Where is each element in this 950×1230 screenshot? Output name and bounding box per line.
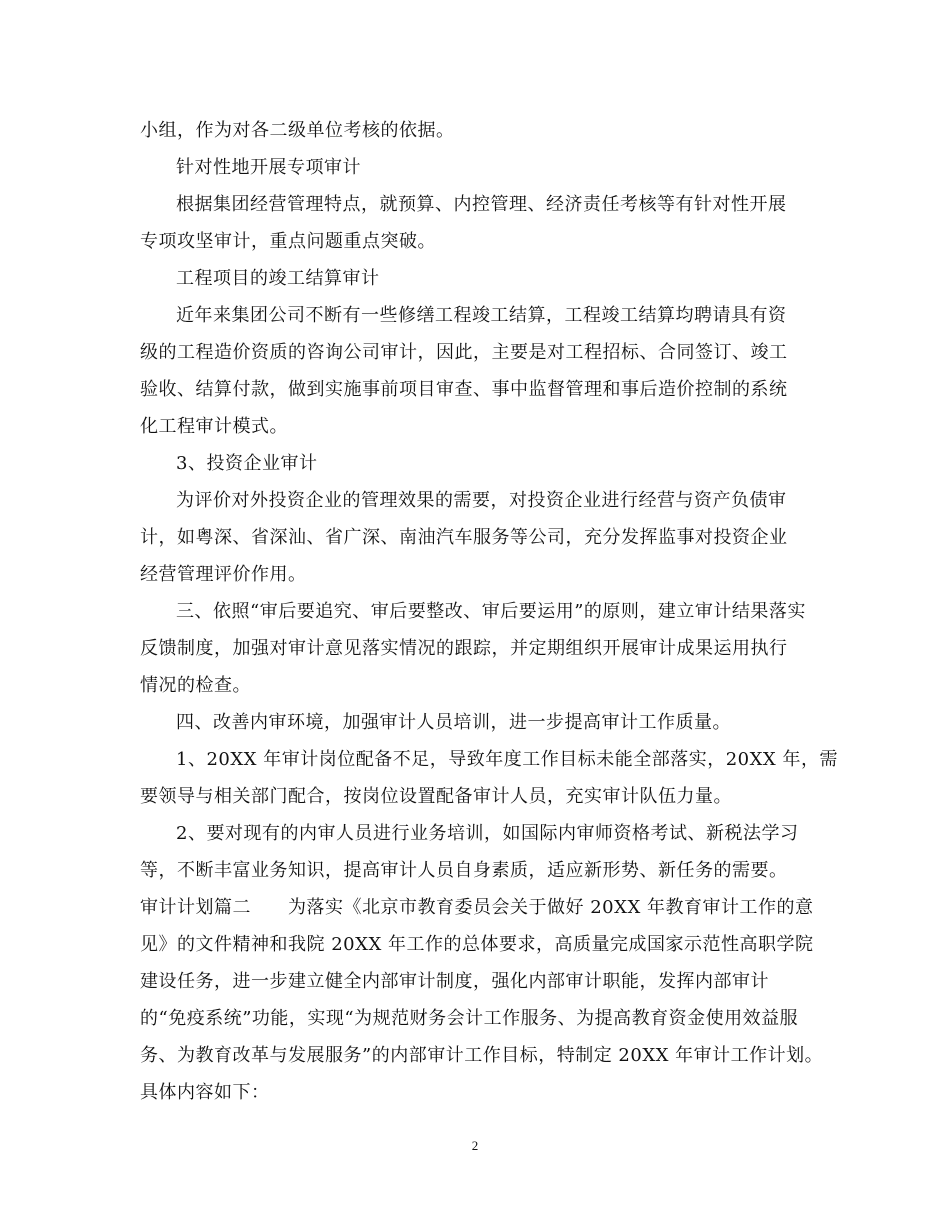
section-heading: 3、投资企业审计 <box>176 453 318 474</box>
text-line: 等，不断丰富业务知识，提高审计人员自身素质，适应新形势、新任务的需要。 <box>140 860 788 881</box>
section-heading: 针对性地开展专项审计 <box>176 157 361 178</box>
text-line: 2、要对现有的内审人员进行业务培训，如国际内审师资格考试、新税法学习 <box>176 823 799 844</box>
text-line: 情况的检查。 <box>140 675 251 696</box>
text-line: 三、依照“审后要追究、审后要整改、审后要运用”的原则，建立审计结果落实 <box>176 601 806 622</box>
text-line: 的“免疫系统”功能，实现“为规范财务会计工作服务、为提高教育资金使用效益服 <box>140 1008 799 1029</box>
text-line: 化工程审计模式。 <box>140 416 288 437</box>
text-line: 具体内容如下： <box>140 1082 270 1103</box>
text-line: 务、为教育改革与发展服务”的内部审计工作目标，特制定 20XX 年审计工作计划。 <box>140 1045 824 1066</box>
section-heading: 工程项目的竣工结算审计 <box>176 268 380 289</box>
text-line: 计，如粤深、省深汕、省广深、南油汽车服务等公司，充分发挥监事对投资企业 <box>140 527 788 548</box>
text-line: 专项攻坚审计，重点问题重点突破。 <box>140 231 436 252</box>
text-line: 反馈制度，加强对审计意见落实情况的跟踪，并定期组织开展审计成果运用执行 <box>140 638 788 659</box>
text-line: 小组，作为对各二级单位考核的依据。 <box>140 120 455 141</box>
text-line: 为评价对外投资企业的管理效果的需要，对投资企业进行经营与资产负债审 <box>176 490 787 511</box>
text-line: 验收、结算付款，做到实施事前项目审查、事中监督管理和事后造价控制的系统 <box>140 379 788 400</box>
text-line: 1、20XX 年审计岗位配备不足，导致年度工作目标未能全部落实，20XX 年，需 <box>176 749 838 770</box>
text-line: 要领导与相关部门配合，按岗位设置配备审计人员，充实审计队伍力量。 <box>140 786 732 807</box>
text-line: 见》的文件精神和我院 20XX 年工作的总体要求，高质量完成国家示范性高职学院 <box>140 934 814 955</box>
page-number: 2 <box>471 1138 479 1153</box>
text-line: 经营管理评价作用。 <box>140 564 307 585</box>
text-line: 级的工程造价资质的咨询公司审计，因此，主要是对工程招标、合同签订、竣工 <box>140 342 788 363</box>
text-line: 建设任务，进一步建立健全内部审计制度，强化内部审计职能，发挥内部审计 <box>140 971 769 992</box>
section-heading: 四、改善内审环境，加强审计人员培训，进一步提高审计工作质量。 <box>176 712 731 733</box>
text-line: 近年来集团公司不断有一些修缮工程竣工结算，工程竣工结算均聘请具有资 <box>176 305 787 326</box>
text-line: 审计计划篇二 为落实《北京市教育委员会关于做好 20XX 年教育审计工作的意 <box>140 897 814 918</box>
text-line: 根据集团经营管理特点，就预算、内控管理、经济责任考核等有针对性开展 <box>176 194 787 215</box>
